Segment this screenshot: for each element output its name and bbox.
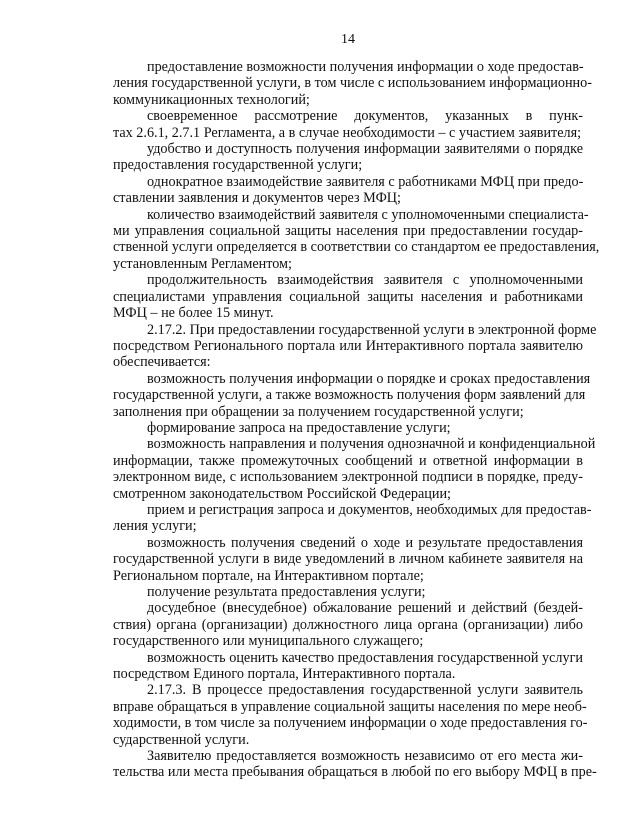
text-line: формирование запроса на предоставление услуги; bbox=[147, 419, 451, 436]
text-line: специалистами управления социальной защиты населения и работниками bbox=[113, 288, 583, 305]
text-line: ственной услуги определяется в соответствии со стандартом ее предоставления, bbox=[113, 239, 600, 256]
paragraph bbox=[113, 59, 592, 108]
text-line: 2.17.2. При предоставлении государственной услуги в электронной форме bbox=[147, 321, 597, 338]
text-line: тельства или места пребывания обращаться в любой по его выбору МФЦ в пре- bbox=[113, 764, 597, 781]
text-line: удобство и доступность получения информации заявителями о порядке bbox=[147, 141, 583, 158]
text-line: 2.17.3. В процессе предоставления государственной услуги заявитель bbox=[147, 682, 583, 699]
paragraph bbox=[113, 748, 597, 781]
text-line: информации, также промежуточных сообщений и ответной информации в bbox=[113, 452, 583, 469]
paragraph bbox=[113, 108, 583, 141]
paragraph bbox=[113, 600, 583, 649]
text-line: возможность получения сведений о ходе и результате предоставления bbox=[147, 534, 583, 551]
text-line: возможность направления и получения однозначной и конфиденциальной bbox=[147, 436, 596, 453]
text-line: Заявителю предоставляется возможность независимо от его места жи- bbox=[147, 748, 583, 765]
paragraph bbox=[113, 206, 600, 273]
text-line: государственной услуги, а также возможность получения форм заявлений для bbox=[113, 387, 586, 404]
paragraph bbox=[113, 370, 591, 420]
text-line: электронном виде, с использованием электронной подписи в порядке, преду- bbox=[113, 469, 583, 486]
paragraph bbox=[113, 174, 583, 207]
text-line: своевременное рассмотрение документов, указанных в пунк- bbox=[147, 108, 583, 125]
text-line: обеспечивается: bbox=[113, 354, 211, 371]
text-line: досудебное (внесудебное) обжалование решений и действий (бездей- bbox=[147, 600, 583, 617]
text-line: тах 2.6.1, 2.7.1 Регламента, а в случае необходимости – с участием заявителя; bbox=[113, 124, 582, 141]
paragraph bbox=[113, 321, 597, 371]
paragraph bbox=[113, 141, 583, 174]
text-line: ления услуги; bbox=[113, 518, 197, 535]
paragraph bbox=[113, 501, 592, 535]
text-line: заполнения при обращении за получением государственной услуги; bbox=[113, 403, 524, 420]
text-line: установленным Регламентом; bbox=[113, 255, 292, 272]
text-line: Региональном портале, на Интерактивном портале; bbox=[113, 567, 424, 584]
page-number: 14 bbox=[341, 32, 355, 47]
text-line: МФЦ – не более 15 минут. bbox=[113, 305, 274, 322]
text-line: смотренном законодательством Российской Федерации; bbox=[113, 485, 451, 502]
paragraph bbox=[113, 650, 583, 683]
document-page bbox=[113, 32, 600, 781]
text-line: государственной услуги в виде уведомлений в личном кабинете заявителя на bbox=[113, 551, 583, 568]
paragraph bbox=[113, 436, 596, 502]
text-line: продолжительность взаимодействия заявителя с уполномоченными bbox=[147, 272, 583, 289]
text-line: ления государственной услуги, в том числе с использованием информационно- bbox=[113, 75, 592, 92]
text-line: посредством Регионального портала или Интерактивного портала заявителю bbox=[113, 337, 583, 354]
text-line: ходимости, в том числе за получением информации о ходе предоставления го- bbox=[113, 715, 588, 732]
text-line: ставлении заявления и документов через МФЦ; bbox=[113, 190, 401, 207]
paragraph bbox=[113, 420, 583, 436]
text-line: количество взаимодействий заявителя с уполномоченными специалиста- bbox=[147, 206, 589, 223]
text-line: получение результата предоставления услуги; bbox=[147, 584, 426, 600]
text-line: ствия) органа (организации) должностного лица органа (организации) либо bbox=[113, 616, 583, 633]
text-line: возможность оценить качество предоставления государственной услуги bbox=[147, 649, 583, 666]
text-line: однократное взаимодействие заявителя с работниками МФЦ при предо- bbox=[147, 173, 584, 190]
text-line: вправе обращаться в управление социальной защиты населения по мере необ- bbox=[113, 698, 587, 715]
text-line: возможность получения информации о порядке и сроках предоставления bbox=[147, 370, 591, 387]
text-line: сударственной услуги. bbox=[113, 731, 250, 748]
text-line: предоставления государственной услуги; bbox=[113, 157, 363, 174]
paragraph bbox=[113, 584, 583, 600]
paragraph bbox=[113, 535, 583, 584]
text-line: прием и регистрация запроса и документов, необходимых для предостав- bbox=[147, 501, 592, 518]
text-line: коммуникационных технологий; bbox=[113, 91, 310, 108]
text-line: государственного или муниципального служащего; bbox=[113, 633, 424, 650]
text-line: посредством Единого портала, Интерактивного портала. bbox=[113, 666, 456, 683]
text-line: предоставление возможности получения информации о ходе предостав- bbox=[147, 59, 584, 75]
paragraph bbox=[113, 682, 588, 748]
text-line: ми управления социальной защиты населения при предоставлении государ- bbox=[113, 223, 583, 240]
paragraph bbox=[113, 272, 583, 321]
document-body bbox=[113, 59, 600, 781]
